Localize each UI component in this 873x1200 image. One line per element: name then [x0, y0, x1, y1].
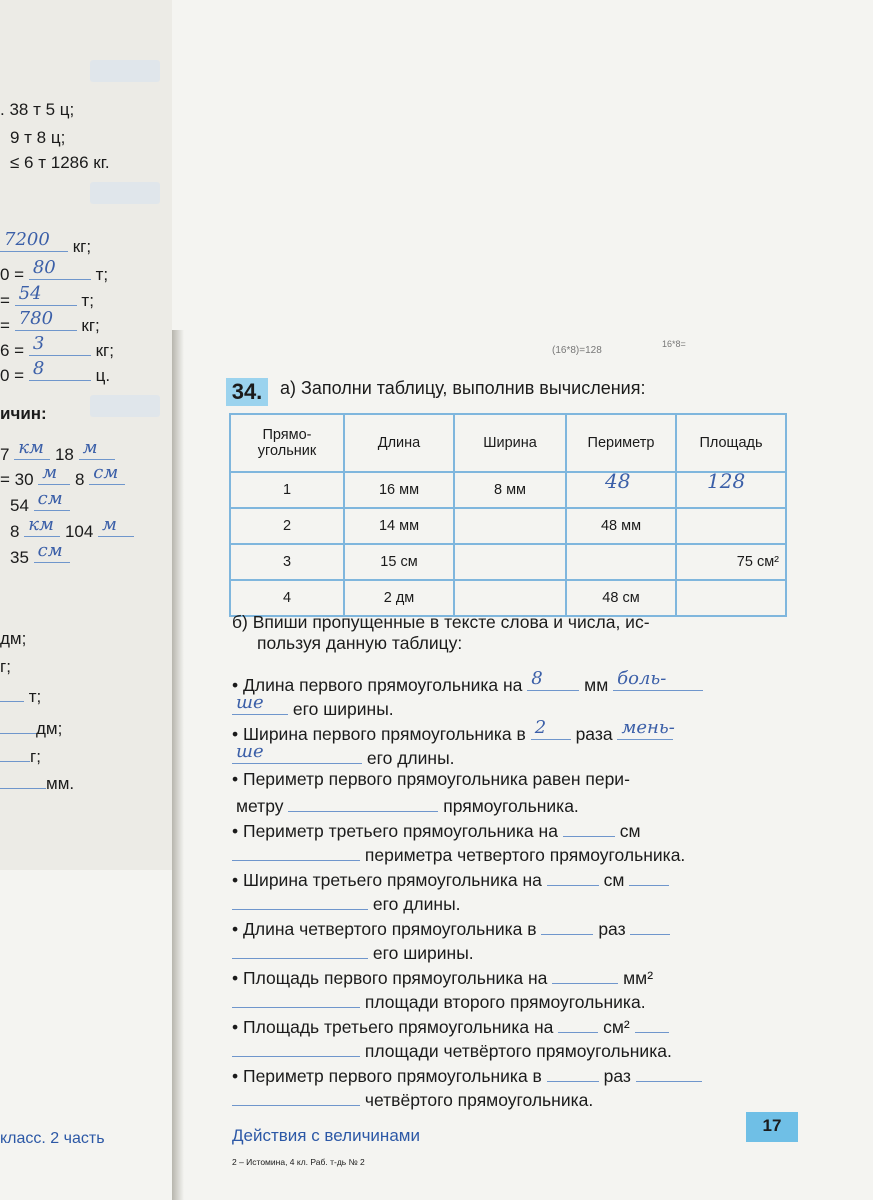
header-length: Длина — [344, 414, 454, 472]
left-line: т; — [0, 683, 41, 707]
blank-input[interactable] — [635, 1014, 669, 1033]
blank-input[interactable]: боль- — [613, 672, 703, 691]
cell: 8 мм — [454, 472, 566, 508]
sentence-7-cont: площади второго прямоугольника. — [232, 989, 646, 1013]
left-heading: ичин: — [0, 404, 47, 423]
left-line: г; — [0, 743, 41, 767]
blank-input[interactable] — [232, 891, 368, 910]
left-line: 7200 кг; — [0, 233, 91, 257]
left-line: 8 км 104 м — [10, 518, 134, 542]
cell: 14 мм — [344, 508, 454, 544]
sentence-6: • Длина четвертого прямоугольника в раз — [232, 916, 670, 940]
sentence-6-cont: его ширины. — [232, 940, 474, 964]
cell: 48 мм — [566, 508, 676, 544]
header-perimeter: Периметр — [566, 414, 676, 472]
table-header-row — [230, 414, 786, 472]
cell[interactable] — [676, 580, 786, 616]
left-line: . 38 т 5 ц; — [0, 100, 75, 119]
sentence-8-cont: площади четвёртого прямоугольника. — [232, 1038, 672, 1062]
header-area: Площадь — [676, 414, 786, 472]
blank-input[interactable] — [630, 916, 670, 935]
blank-input[interactable] — [232, 1038, 360, 1057]
sentence-9: • Периметр первого прямоугольника в раз — [232, 1063, 702, 1087]
cell[interactable] — [454, 508, 566, 544]
left-line: 6 = 3 кг; — [0, 333, 114, 360]
cell[interactable] — [566, 544, 676, 580]
blank-input[interactable] — [232, 1087, 360, 1106]
left-line: 0 = 8 ц. — [0, 358, 111, 385]
blank-input[interactable] — [547, 867, 599, 886]
cell: 1 — [230, 472, 344, 508]
sentence-5: • Ширина третьего прямоугольника на см — [232, 867, 669, 891]
left-line: ≤ 6 т 1286 кг. — [10, 153, 110, 172]
blank-input[interactable]: 8 — [527, 672, 579, 691]
sentence-1-cont: ше его ширины. — [232, 696, 394, 720]
left-line: 9 т 8 ц; — [10, 128, 66, 147]
sentence-9-cont: четвёртого прямоугольника. — [232, 1087, 593, 1111]
left-line: 54 см — [10, 492, 70, 516]
handwritten-perimeter: 48 — [605, 469, 631, 493]
blank-input[interactable] — [563, 818, 615, 837]
handwritten-area: 128 — [707, 469, 746, 493]
blank-input[interactable]: ше — [232, 696, 288, 715]
pencil-note: 16*8= — [662, 339, 686, 349]
left-line: дм; — [0, 629, 27, 648]
sentence-4-cont: периметра четвертого прямоугольника. — [232, 842, 685, 866]
cell: 75 см² — [676, 544, 786, 580]
left-line: = 30 м 8 см — [0, 466, 125, 490]
page-gutter — [172, 330, 184, 1200]
ghost-task-29 — [90, 395, 160, 417]
cell: 3 — [230, 544, 344, 580]
sentence-7: • Площадь первого прямоугольника на мм² — [232, 965, 653, 989]
blank-input[interactable]: мень- — [617, 721, 673, 740]
table-row — [230, 544, 786, 580]
sentence-4: • Периметр третьего прямоугольника на см — [232, 818, 640, 842]
header-rectangle: Прямо- угольник — [230, 414, 344, 472]
left-line: 0 = 80 т; — [0, 257, 109, 284]
left-line: 7 км 18 м — [0, 441, 115, 465]
cell[interactable] — [454, 580, 566, 616]
blank-input[interactable] — [232, 989, 360, 1008]
page-number: 17 — [746, 1112, 798, 1142]
rectangles-table — [229, 413, 787, 617]
cell: 4 — [230, 580, 344, 616]
cell: 15 см — [344, 544, 454, 580]
left-line: = 780 кг; — [0, 308, 100, 335]
table-row — [230, 508, 786, 544]
cell: 16 мм — [344, 472, 454, 508]
table-row — [230, 580, 786, 616]
sentence-3: • Периметр первого прямоугольника равен пери- — [232, 769, 630, 789]
sentence-2-cont: ше его длины. — [232, 745, 455, 769]
left-line: = 54 т; — [0, 283, 94, 310]
blank-input[interactable]: 2 — [531, 721, 571, 740]
sentence-2: • Ширина первого прямоугольника в 2 раза мень- — [232, 717, 675, 744]
left-line: г; — [0, 657, 11, 676]
part-b-intro: б) Впиши пропущенные в тексте слова и числа, ис- пользуя данную таблицу: — [232, 612, 650, 653]
blank-input[interactable]: ше — [232, 745, 362, 764]
cell: 2 дм — [344, 580, 454, 616]
task-title: а) Заполни таблицу, выполнив вычисления: — [280, 378, 646, 398]
blank-input[interactable] — [288, 793, 438, 812]
cell-perimeter-1[interactable] — [566, 469, 676, 508]
header-width: Ширина — [454, 414, 566, 472]
sentence-3-cont: метру прямоугольника. — [236, 793, 579, 817]
left-line: мм. — [0, 770, 74, 794]
cell: 48 см — [566, 580, 676, 616]
sentence-1: • Длина первого прямоугольника на 8 мм боль- — [232, 672, 703, 696]
blank-input[interactable] — [629, 867, 669, 886]
pencil-note: (16*8)=128 — [552, 345, 602, 356]
cell[interactable] — [676, 508, 786, 544]
blank-input[interactable] — [636, 1063, 702, 1082]
task-number: 34. — [226, 378, 268, 406]
blank-input[interactable] — [232, 940, 368, 959]
sentence-5-cont: его длины. — [232, 891, 461, 915]
section-title: Действия с величинами — [232, 1126, 420, 1145]
left-page-fragment: . 38 т 5 ц; 9 т 8 ц; ≤ 6 т 1286 кг. 7200 кг; 0 = 80 т; = 54 т; = 780 кг; 6 = 3 кг; 0 = 8 ц. ичин: 7 км 18 м = 30 м 8 см 54 см 8 км 104 м 35 см дм; г; т; дм; г; мм. класс. 2 часть — [0, 0, 172, 870]
left-line: 35 см — [10, 544, 70, 568]
cell: 2 — [230, 508, 344, 544]
blank-input[interactable] — [232, 842, 360, 861]
ghost-task-27 — [90, 60, 160, 82]
blank-input[interactable] — [558, 1014, 598, 1033]
table-row — [230, 472, 786, 508]
sentence-8: • Площадь третьего прямоугольника на см² — [232, 1014, 669, 1038]
cell[interactable] — [454, 544, 566, 580]
blank-input[interactable] — [552, 965, 618, 984]
left-line: дм; — [0, 715, 62, 739]
imprint: 2 – Истомина, 4 кл. Раб. т-дь № 2 — [232, 1157, 365, 1167]
blank-input[interactable] — [547, 1063, 599, 1082]
cell-area-1[interactable] — [676, 469, 786, 508]
ghost-task-28 — [90, 182, 160, 204]
blank-input[interactable] — [541, 916, 593, 935]
